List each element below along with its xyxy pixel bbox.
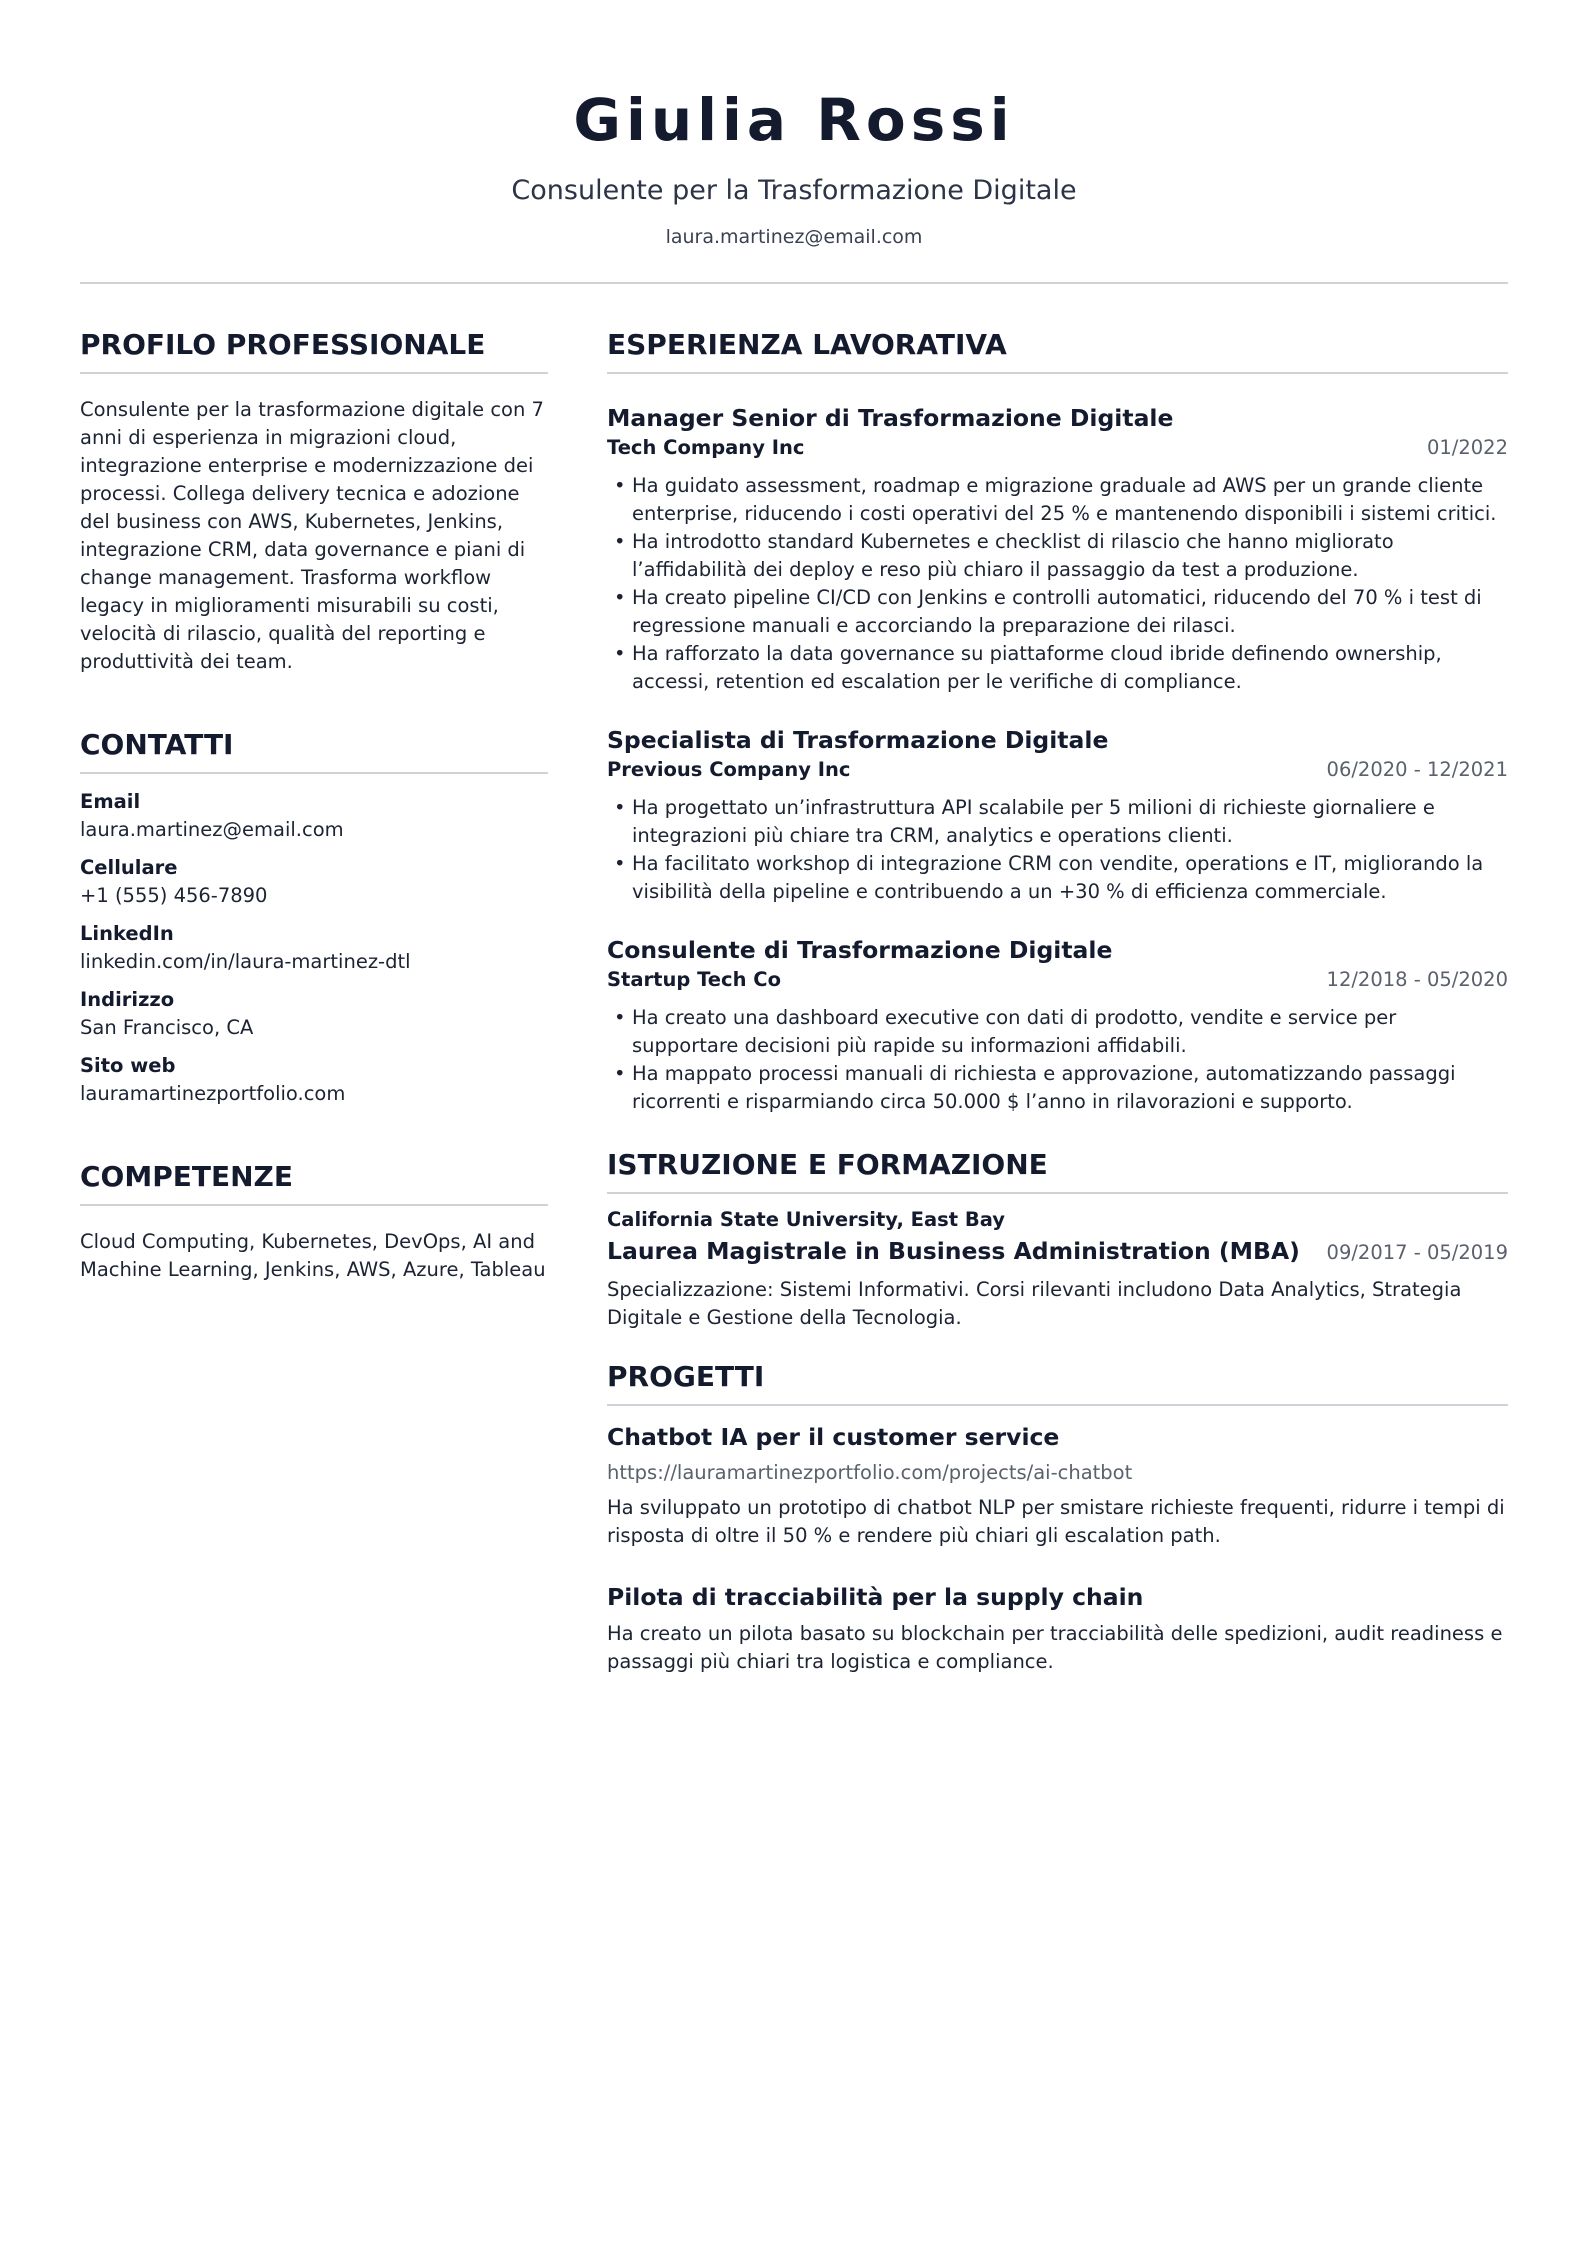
job-bullet: • Ha progettato un’infrastruttura API scalabile per 5 milioni di richieste giornaliere e integrazioni più chiare tra CRM, analytics e operations clienti.: [607, 794, 1508, 850]
project-title: Chatbot IA per il customer service: [607, 1423, 1060, 1451]
contact-phone: [80, 854, 548, 910]
project-entry: [607, 1580, 1508, 1676]
job-bullet: • Ha facilitato workshop di integrazione CRM con vendite, operations e IT, migliorando la visibilità della pipeline e contribuendo a un +30 % di efficienza commerciale.: [607, 850, 1508, 906]
section-divider: [80, 1204, 548, 1206]
header-email: laura.martinez@email.com: [665, 226, 923, 248]
right-column: [607, 322, 1508, 1676]
contact-value: San Francisco, CA: [80, 1016, 254, 1039]
job-title: Consulente di Trasformazione Digitale: [607, 936, 1113, 964]
job-meta: [607, 756, 1508, 784]
profile-text: Consulente per la trasformazione digitale con 7 anni di esperienza in migrazioni cloud, integrazione enterprise e modernizzazione dei processi. Collega delivery tecnica e adozione del business con AWS, Kubernetes, Jenkins, integrazione CRM, data governance e piani di change management. Trasforma workflow legacy in miglioramenti misurabili su costi, velocità di rilascio, qualità del reporting e produttività dei team.: [80, 398, 544, 673]
job-bullet: • Ha rafforzato la data governance su piattaforme cloud ibride definendo ownership, accessi, retention ed escalation per le verifiche di compliance.: [607, 640, 1508, 696]
job-bullets: [607, 794, 1508, 906]
contact-value: linkedin.com/in/laura-martinez-dtl: [80, 950, 411, 973]
contact-linkedin: [80, 920, 548, 976]
job-bullet: • Ha creato una dashboard executive con dati di prodotto, vendite e service per supportare decisioni più rapide su informazioni affidabili.: [607, 1004, 1508, 1060]
job-meta: [607, 966, 1508, 994]
projects-heading: PROGETTI: [607, 1360, 765, 1393]
job-entry: [607, 724, 1508, 906]
skills-text: Cloud Computing, Kubernetes, DevOps, AI and Machine Learning, Jenkins, AWS, Azure, Tableau: [80, 1230, 546, 1281]
job-bullets: [607, 1004, 1508, 1116]
contact-value: lauramartinezportfolio.com: [80, 1082, 346, 1105]
education-degree: Laurea Magistrale in Business Administration (MBA): [607, 1237, 1300, 1265]
profile-heading: PROFILO PROFESSIONALE: [80, 328, 486, 361]
job-bullet: • Ha mappato processi manuali di richiesta e approvazione, automatizzando passaggi ricorrenti e risparmiando circa 50.000 $ l’anno in rilavorazioni e supporto.: [607, 1060, 1508, 1116]
job-dates: 12/2018 - 05/2020: [1326, 968, 1508, 991]
header-divider: [80, 282, 1508, 284]
education-heading: ISTRUZIONE E FORMAZIONE: [607, 1148, 1048, 1181]
contact-label: Sito web: [80, 1054, 176, 1077]
job-title: Specialista di Trasformazione Digitale: [607, 726, 1109, 754]
project-entry: [607, 1420, 1508, 1550]
projects-section: [607, 1354, 1508, 1676]
contact-list: [80, 788, 548, 1108]
contact-label: Indirizzo: [80, 988, 175, 1011]
job-company: Startup Tech Co: [607, 968, 781, 991]
education-degree-row: [607, 1234, 1508, 1268]
project-description: Ha creato un pilota basato su blockchain per tracciabilità delle spedizioni, audit readiness e passaggi più chiari tra logistica e compliance.: [607, 1622, 1503, 1673]
section-divider: [607, 372, 1508, 374]
job-dates: 06/2020 - 12/2021: [1326, 758, 1508, 781]
job-bullet: • Ha creato pipeline CI/CD con Jenkins e controlli automatici, riducendo del 70 % i test di regressione manuali e accorciando la preparazione dei rilasci.: [607, 584, 1508, 640]
section-divider: [607, 1192, 1508, 1194]
education-dates: 09/2017 - 05/2019: [1326, 1241, 1508, 1264]
section-divider: [80, 372, 548, 374]
contacts-heading: CONTATTI: [80, 728, 234, 761]
job-company: Tech Company Inc: [607, 436, 805, 459]
skills-section: [80, 1154, 548, 1284]
section-divider: [80, 772, 548, 774]
contact-value: laura.martinez@email.com: [80, 818, 344, 841]
job-bullet: • Ha introdotto standard Kubernetes e checklist di rilascio che hanno migliorato l’affidabilità dei deploy e reso più chiaro il passaggio da test a produzione.: [607, 528, 1508, 584]
contact-value: +1 (555) 456-7890: [80, 884, 268, 907]
section-divider: [607, 1404, 1508, 1406]
job-entry: [607, 402, 1508, 696]
contact-label: LinkedIn: [80, 922, 174, 945]
job-bullet: • Ha guidato assessment, roadmap e migrazione graduale ad AWS per un grande cliente enterprise, riducendo i costi operativi del 25 % e mantenendo disponibili i sistemi critici.: [607, 472, 1508, 528]
contact-website: [80, 1052, 548, 1108]
project-title: Pilota di tracciabilità per la supply chain: [607, 1583, 1144, 1611]
resume-header: [80, 80, 1508, 250]
education-section: [607, 1142, 1508, 1332]
experience-heading: ESPERIENZA LAVORATIVA: [607, 328, 1007, 361]
contact-label: Email: [80, 790, 141, 813]
contacts-section: [80, 722, 548, 1108]
project-description: Ha sviluppato un prototipo di chatbot NLP per smistare richieste frequenti, ridurre i tempi di risposta di oltre il 50 % e rendere più chiari gli escalation path.: [607, 1496, 1505, 1547]
left-column: [80, 322, 548, 1284]
profile-section: [80, 322, 548, 676]
job-meta: [607, 434, 1508, 462]
education-school: California State University, East Bay: [607, 1208, 1005, 1231]
contact-label: Cellulare: [80, 856, 178, 879]
job-company: Previous Company Inc: [607, 758, 851, 781]
job-bullets: [607, 472, 1508, 696]
contact-address: [80, 986, 548, 1042]
project-link[interactable]: https://lauramartinezportfolio.com/projects/ai-chatbot: [607, 1461, 1133, 1484]
job-dates: 01/2022: [1426, 436, 1508, 459]
candidate-title: Consulente per la Trasformazione Digitale: [511, 175, 1077, 206]
job-title: Manager Senior di Trasformazione Digitale: [607, 404, 1174, 432]
experience-section: [607, 322, 1508, 1116]
candidate-name: Giulia Rossi: [573, 86, 1015, 154]
education-description: Specializzazione: Sistemi Informativi. Corsi rilevanti includono Data Analytics, Strategia Digitale e Gestione della Tecnologia.: [607, 1278, 1462, 1329]
skills-heading: COMPETENZE: [80, 1160, 293, 1193]
contact-email: [80, 788, 548, 844]
job-entry: [607, 934, 1508, 1116]
